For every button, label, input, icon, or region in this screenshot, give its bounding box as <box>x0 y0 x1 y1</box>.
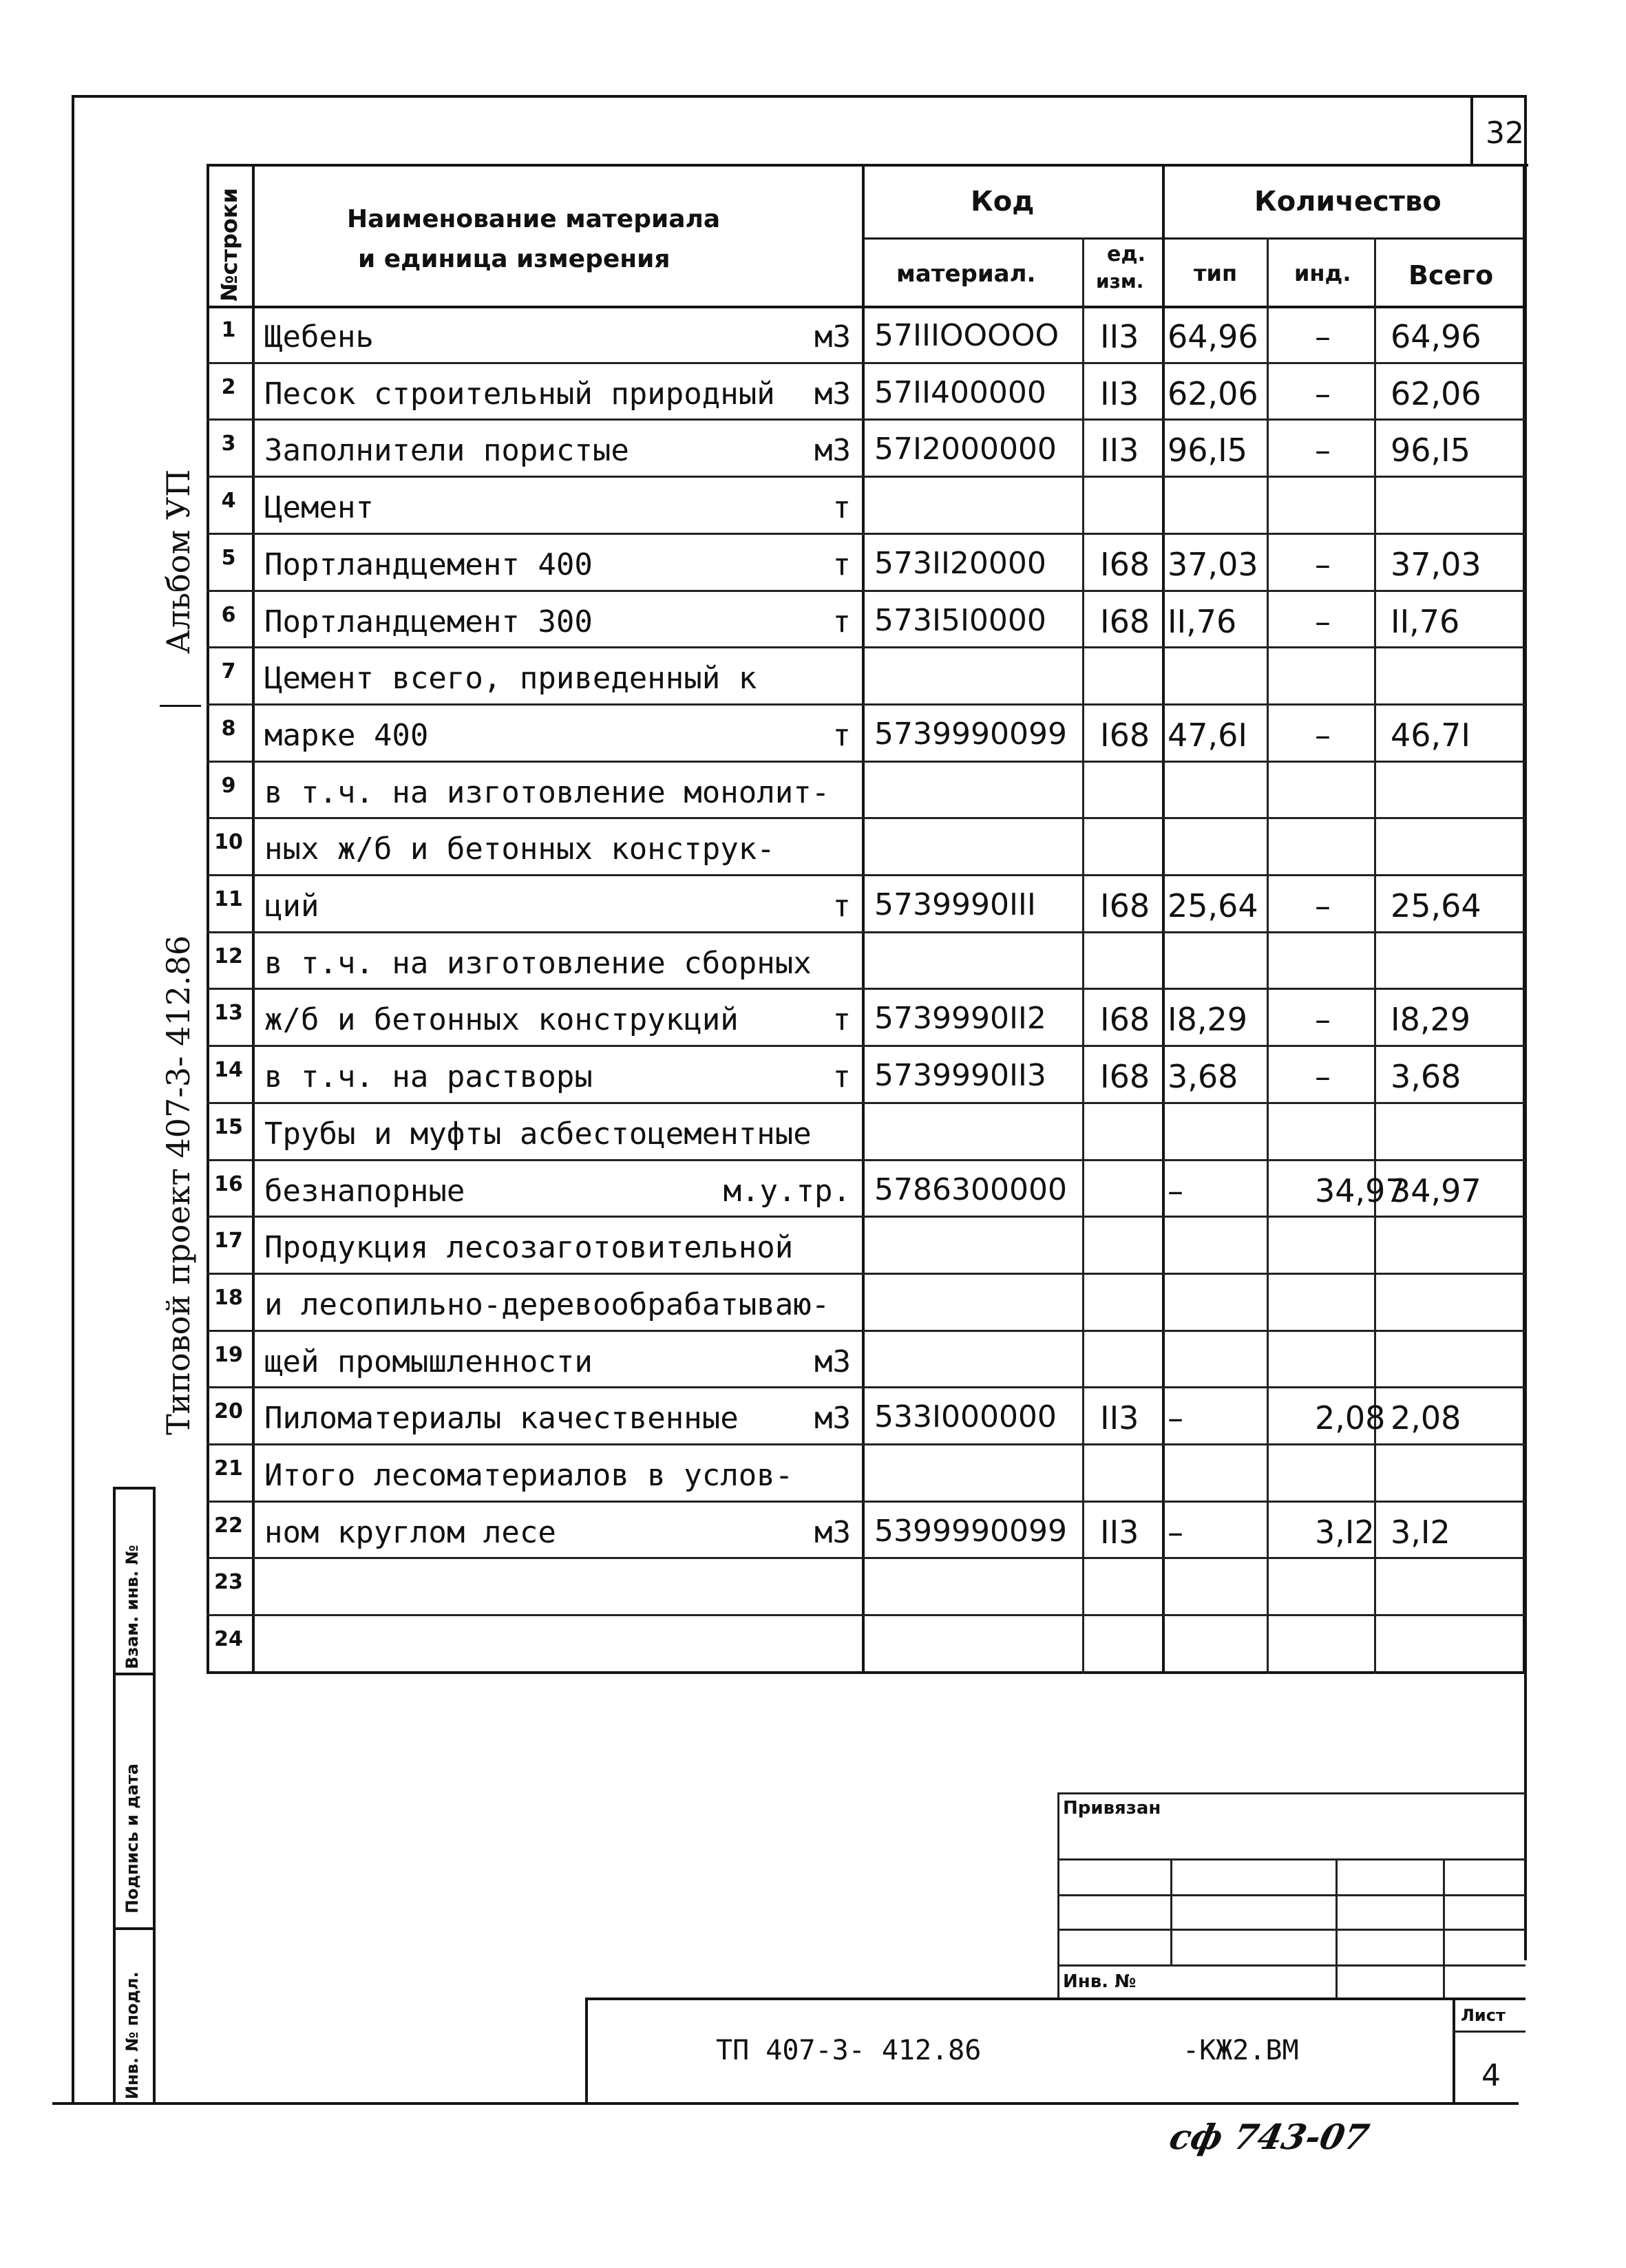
col-line-3 <box>1082 237 1084 1674</box>
cell-name: в т.ч. на изготовление монолит- <box>264 774 830 810</box>
cell-name: Портландцемент 400 <box>264 547 593 582</box>
frame-top <box>73 95 1527 98</box>
cell-name: Цемент всего, приведенный к <box>264 661 757 697</box>
cell-ucode: II3 <box>1100 1513 1139 1551</box>
stamp-strip-div1 <box>113 1673 154 1675</box>
cell-unit: т <box>832 889 851 924</box>
cell-ind: – <box>1315 318 1331 355</box>
cell-n: 22 <box>214 1513 243 1538</box>
header-material: материал. <box>896 260 1036 288</box>
cell-code: 533I000000 <box>874 1399 1057 1435</box>
cell-n: 5 <box>221 545 236 570</box>
cell-name: марке 400 <box>264 717 429 753</box>
stamp-cell-inventory: Инв. № подл. <box>123 1971 142 2099</box>
cell-code: 5399990099 <box>874 1513 1067 1549</box>
cell-name: ж/б и бетонных конструкций <box>264 1002 739 1038</box>
cell-total: 64,96 <box>1391 318 1481 355</box>
cell-typ: I8,29 <box>1168 1001 1247 1039</box>
cell-n: 18 <box>214 1285 243 1310</box>
cell-unit: т <box>832 604 851 639</box>
stamp-strip-left <box>113 1487 116 2105</box>
cell-code: 5739990II3 <box>874 1058 1046 1094</box>
tb-left <box>1057 1792 1059 2000</box>
cell-code: 57IIIOOOOO <box>874 318 1059 353</box>
header-ind: инд. <box>1294 260 1351 286</box>
row-divider <box>207 533 1525 535</box>
privyazan-label: Привязан <box>1063 1798 1161 1819</box>
row-divider <box>207 1159 1525 1161</box>
cell-total: 96,I5 <box>1391 432 1470 469</box>
cell-code: 57II400000 <box>874 374 1046 410</box>
tb-col1 <box>1170 1858 1172 1964</box>
cell-ind: 3,I2 <box>1315 1513 1375 1551</box>
stamp-cell-replace: Взам. инв. № <box>123 1545 142 1669</box>
row-divider <box>207 1102 1525 1104</box>
cell-ind: – <box>1315 887 1331 924</box>
sheet-box-mid <box>1453 2031 1525 2033</box>
cell-n: 21 <box>214 1456 243 1481</box>
side-separator <box>160 705 201 707</box>
handwritten-note: сф 743-07 <box>1165 2117 1373 2157</box>
cell-name: безнапорные <box>264 1173 465 1209</box>
header-name-line1: Наименование материала <box>347 205 721 233</box>
cell-typ: 62,06 <box>1168 374 1258 412</box>
row-divider <box>207 1216 1525 1218</box>
row-divider <box>207 1273 1525 1275</box>
cell-total: 46,7I <box>1391 716 1470 754</box>
cell-n: 14 <box>214 1058 243 1083</box>
cell-n: 19 <box>214 1342 243 1367</box>
cell-unit: т <box>832 717 851 753</box>
cell-code: 573II20000 <box>874 545 1046 581</box>
cell-n: 16 <box>214 1172 243 1196</box>
document-code: ТП 407-3- 412.86 <box>716 2035 982 2066</box>
cell-ucode: I68 <box>1100 887 1150 924</box>
page-number: 32 <box>1486 116 1524 151</box>
cell-ind: 34,97 <box>1315 1172 1406 1209</box>
cell-ucode: II3 <box>1100 374 1139 412</box>
frame-bottom <box>52 2102 1519 2105</box>
cell-unit: т <box>832 547 851 582</box>
row-divider <box>207 646 1525 648</box>
row-divider <box>207 703 1525 706</box>
cell-name: Щебень <box>264 319 374 354</box>
frame-left <box>72 95 74 2105</box>
cell-ind: – <box>1315 1001 1331 1039</box>
cell-ucode: I68 <box>1100 602 1150 640</box>
cell-ind: – <box>1315 716 1331 754</box>
tb-row1 <box>1057 1858 1525 1861</box>
header-subdivider <box>863 237 1525 240</box>
row-divider <box>207 761 1525 763</box>
cell-name: в т.ч. на изготовление сборных <box>264 945 812 981</box>
project-label: Типовой проект 407-3- 412.86 <box>160 935 197 1435</box>
cell-typ: 3,68 <box>1168 1058 1238 1096</box>
cell-typ: 37,03 <box>1168 545 1258 583</box>
cell-code: 5786300000 <box>874 1172 1067 1207</box>
row-divider <box>207 817 1525 819</box>
cell-total: 3,68 <box>1391 1058 1461 1096</box>
col-line-4 <box>1162 164 1165 1674</box>
cell-n: 24 <box>214 1627 243 1652</box>
header-bottom <box>207 306 1525 308</box>
col-line-2 <box>862 164 865 1674</box>
album-label: Альбом УП <box>160 469 197 654</box>
col-line-1 <box>252 164 255 1674</box>
cell-unit: м3 <box>814 1344 851 1379</box>
cell-typ: – <box>1168 1172 1183 1209</box>
cell-unit: м3 <box>814 376 851 412</box>
col-line-7 <box>1523 164 1525 1674</box>
header-quantity: Количество <box>1254 186 1442 218</box>
tb-top <box>1057 1792 1525 1794</box>
tb-col3 <box>1443 1858 1445 2000</box>
header-unit-line2: изм. <box>1096 270 1144 293</box>
tb-col2 <box>1335 1858 1338 2000</box>
cell-n: 23 <box>214 1570 243 1595</box>
cell-unit: т <box>832 1002 851 1038</box>
cell-name: Продукция лесозаготовительной <box>264 1230 794 1266</box>
cell-code: 5739990099 <box>874 716 1067 752</box>
stamp-strip-right <box>153 1487 156 2105</box>
cell-name: Заполнители пористые <box>264 433 629 469</box>
row-divider <box>207 590 1525 592</box>
cell-typ: 64,96 <box>1168 318 1258 355</box>
cell-n: 13 <box>214 1001 243 1026</box>
cell-total: II,76 <box>1391 602 1460 640</box>
cell-unit: т <box>832 490 851 526</box>
cell-n: 2 <box>221 374 236 399</box>
header-typ: тип <box>1194 260 1238 286</box>
cell-name: ций <box>264 889 319 924</box>
cell-name: Цемент <box>264 490 374 526</box>
cell-code: 573I5I0000 <box>874 602 1046 638</box>
inv-no-label: Инв. № <box>1063 1971 1137 1992</box>
row-divider <box>207 1443 1525 1445</box>
row-divider <box>207 1045 1525 1047</box>
col-line-6 <box>1374 237 1376 1674</box>
cell-total: I8,29 <box>1391 1001 1470 1039</box>
cell-ind: – <box>1315 1058 1331 1096</box>
cell-n: 1 <box>221 318 236 342</box>
cell-ind: 2,08 <box>1315 1399 1386 1437</box>
table-bottom <box>207 1671 1525 1674</box>
cell-n: 17 <box>214 1229 243 1253</box>
cell-unit: т <box>832 1059 851 1095</box>
cell-ind: – <box>1315 432 1331 469</box>
cell-unit: м3 <box>814 433 851 469</box>
cell-n: 11 <box>214 887 243 911</box>
cell-n: 15 <box>214 1114 243 1139</box>
header-unit-line1: ед. <box>1107 242 1145 266</box>
cell-n: 12 <box>214 944 243 968</box>
cell-unit: м3 <box>814 319 851 354</box>
title-box-top <box>587 1997 1525 2000</box>
cell-ind: – <box>1315 374 1331 412</box>
cell-n: 20 <box>214 1399 243 1424</box>
header-name-line2: и единица измерения <box>358 245 671 273</box>
cell-name: Портландцемент 300 <box>264 604 593 639</box>
cell-n: 6 <box>221 602 236 627</box>
cell-typ: II,76 <box>1168 602 1237 640</box>
cell-code: 5739990II2 <box>874 1001 1046 1037</box>
cell-code: 5739990III <box>874 887 1036 922</box>
cell-n: 3 <box>221 432 236 456</box>
col-line-5 <box>1267 237 1269 1674</box>
row-divider <box>207 362 1525 364</box>
row-divider <box>207 1330 1525 1332</box>
row-divider <box>207 476 1525 478</box>
cell-name: Трубы и муфты асбестоцементные <box>264 1116 812 1152</box>
cell-ucode: I68 <box>1100 1001 1150 1039</box>
table-top <box>207 164 1528 167</box>
stamp-strip-top <box>113 1487 154 1490</box>
row-divider <box>207 988 1525 990</box>
row-divider <box>207 1386 1525 1388</box>
header-row-no: №строки <box>216 187 242 301</box>
cell-ucode: II3 <box>1100 1399 1139 1437</box>
row-divider <box>207 1614 1525 1616</box>
sheet-number: 4 <box>1481 2058 1501 2093</box>
cell-name: в т.ч. на растворы <box>264 1059 593 1095</box>
row-divider <box>207 418 1525 421</box>
header-total: Всего <box>1408 260 1494 290</box>
page-number-box-left <box>1470 95 1473 167</box>
cell-name: и лесопильно-деревообрабатываю- <box>264 1286 830 1322</box>
cell-ucode: II3 <box>1100 432 1139 469</box>
cell-code: 57I2000000 <box>874 432 1057 467</box>
cell-total: 25,64 <box>1391 887 1481 924</box>
row-divider <box>207 931 1525 933</box>
cell-typ: 47,6I <box>1168 716 1247 754</box>
sheet-label: Лист <box>1461 2006 1506 2025</box>
cell-ucode: I68 <box>1100 545 1150 583</box>
row-divider <box>207 874 1525 876</box>
sheet-box-left <box>1453 1997 1455 2105</box>
cell-total: 37,03 <box>1391 545 1481 583</box>
cell-name: ных ж/б и бетонных конструк- <box>264 831 775 867</box>
cell-name: ном круглом лесе <box>264 1514 556 1550</box>
cell-ind: – <box>1315 602 1331 640</box>
cell-total: 62,06 <box>1391 374 1481 412</box>
cell-n: 4 <box>221 489 236 513</box>
cell-n: 8 <box>221 716 236 741</box>
cell-total: 3,I2 <box>1391 1513 1450 1551</box>
row-divider <box>207 1501 1525 1503</box>
cell-name: щей промышленности <box>264 1344 593 1379</box>
row-divider <box>207 1557 1525 1559</box>
cell-total: 2,08 <box>1391 1399 1461 1437</box>
cell-n: 10 <box>214 830 243 855</box>
cell-unit: м3 <box>814 1514 851 1550</box>
cell-typ: 25,64 <box>1168 887 1258 924</box>
cell-name: Песок строительный природный <box>264 376 775 412</box>
tb-row4 <box>1057 1964 1525 1967</box>
header-code: Код <box>971 186 1035 218</box>
cell-name: Итого лесоматериалов в услов- <box>264 1458 794 1493</box>
cell-ucode: I68 <box>1100 716 1150 754</box>
cell-n: 7 <box>221 659 236 684</box>
cell-unit: м3 <box>814 1401 851 1437</box>
cell-typ: – <box>1168 1399 1183 1437</box>
cell-ind: – <box>1315 545 1331 583</box>
cell-unit: м.у.тр. <box>723 1173 851 1209</box>
cell-ucode: II3 <box>1100 318 1139 355</box>
document-code-suffix: -КЖ2.ВМ <box>1183 2035 1299 2066</box>
cell-ucode: I68 <box>1100 1058 1150 1096</box>
cell-typ: 96,I5 <box>1168 432 1247 469</box>
stamp-cell-signature: Подпись и дата <box>123 1763 142 1914</box>
tb-row2 <box>1057 1894 1525 1896</box>
cell-total: 34,97 <box>1391 1172 1481 1209</box>
cell-n: 9 <box>221 773 236 798</box>
stamp-strip-div2 <box>113 1927 154 1930</box>
cell-name: Пиломатериалы качественные <box>264 1401 739 1437</box>
title-box-left <box>585 1997 588 2105</box>
tb-row3 <box>1057 1929 1525 1931</box>
cell-typ: – <box>1168 1513 1183 1551</box>
